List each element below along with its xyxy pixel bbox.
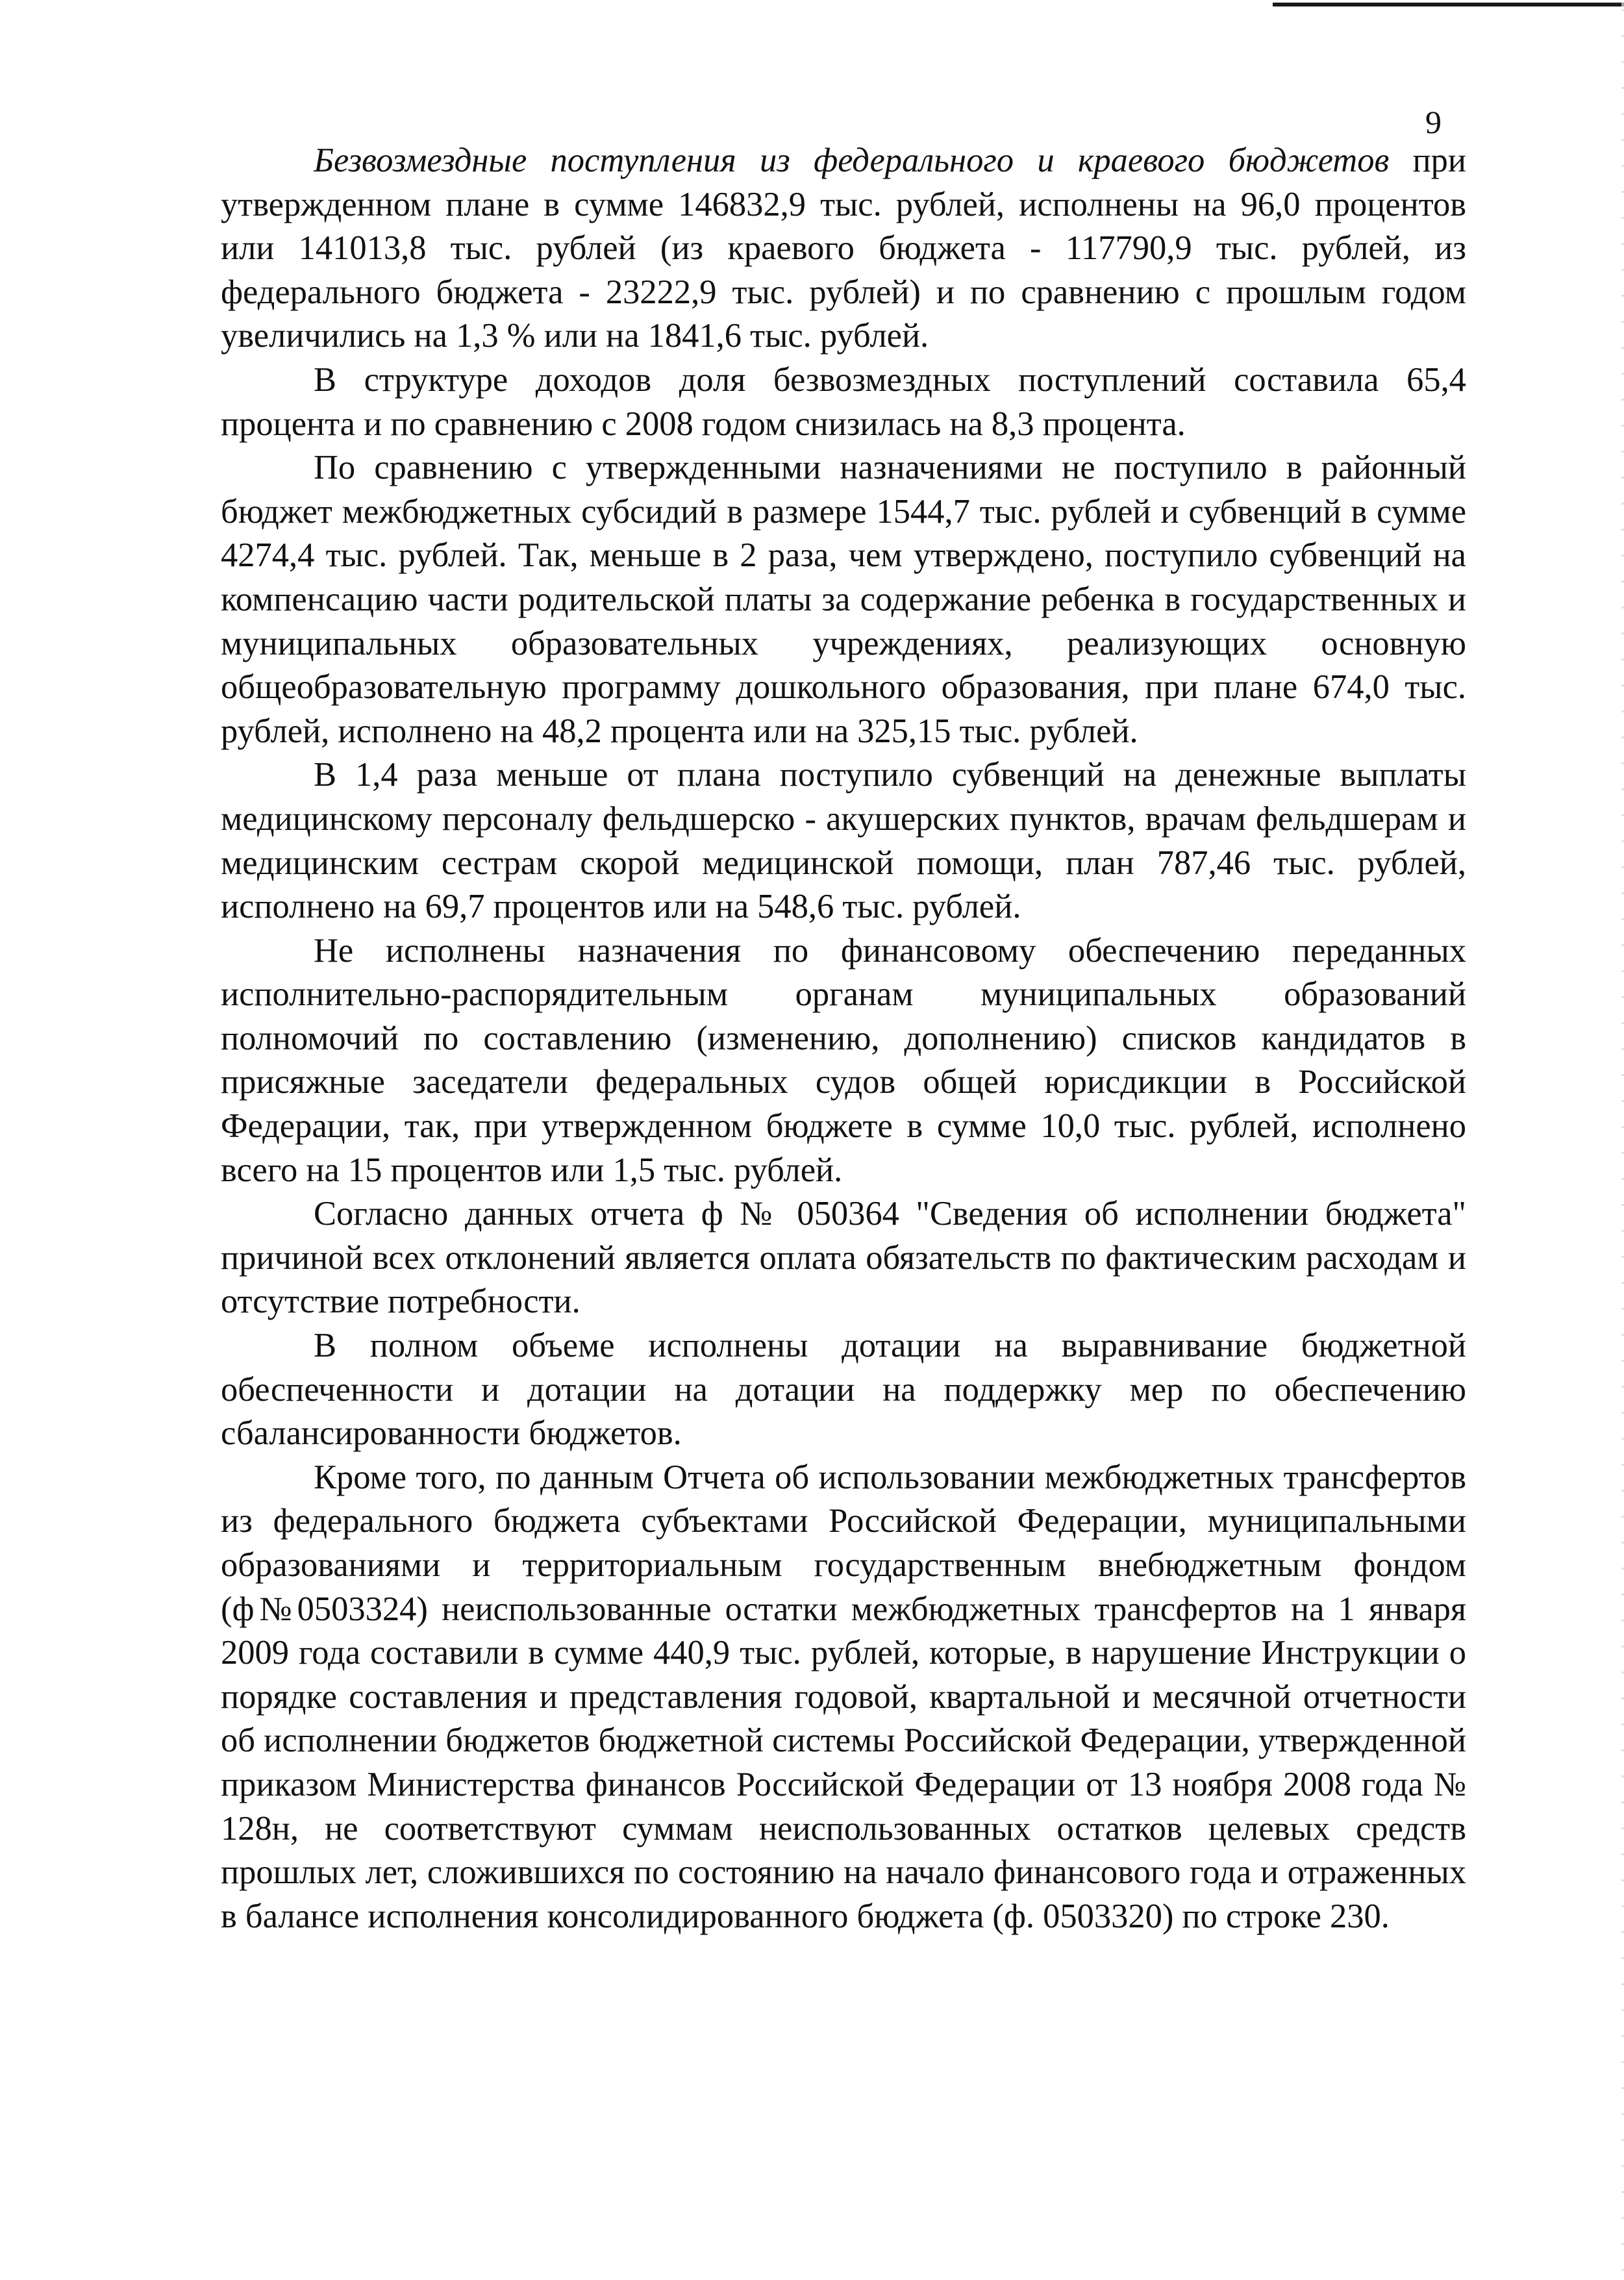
paragraph-transfers-remainders: Кроме того, по данным Отчета об использовании межбюджетных трансфертов из федерального бюджета субъектами Российской Федерации, муниципальными образованиями и территориальным государственным внебюджетным фондом (ф№0503324) неиспользованные остатки межбюджетных трансфертов на 1 января 2009 года составили в сумме 440,9 тыс. рублей, которые, в нарушение Инструкции о порядке составления и представления годовой, квартальной и месячной отчетности об исполнении бюджетов бюджетной системы Российской Федерации, утвержденной приказом Министерства финансов Российской Федерации от 13 ноября 2008 года № 128н, не соответствуют суммам неиспользованных остатков целевых средств прошлых лет, сложившихся по состоянию на начало финансового года и отраженных в балансе исполнения консолидированного бюджета (ф. 0503320) по строке 230. (221, 1458, 1466, 1935)
page-number: 9 (1425, 104, 1442, 140)
paragraph-subsidies-full: В полном объеме исполнены дотации на выравнивание бюджетной обеспеченности и дотации на дотации на поддержку мер по обеспечению сбалансированности бюджетов. (221, 1327, 1466, 1453)
document-body (221, 139, 1466, 1938)
paragraph-lead-italic: Безвозмездные поступления из федерального и краевого бюджетов (314, 142, 1390, 179)
paragraph-jury-lists: Не исполнены назначения по финансовому обеспечению переданных исполнительно-распорядительным органам муниципальных образований полномочий по составлению (изменению, дополнению) списков кандидатов в присяжные заседатели федеральных судов общей юрисдикции в Российской Федерации, так, при утвержденном бюджете в сумме 10,0 тыс. рублей, исполнено всего на 15 процентов или 1,5 тыс. рублей. (221, 931, 1466, 1189)
paragraph-medical-subventions: В 1,4 раза меньше от плана поступило субвенций на денежные выплаты медицинскому персоналу фельдшерско - акушерских пунктов, врачам фельдшерам и медицинским сестрам скорой медицинской помощи, план 787,46 тыс. рублей, исполнено на 69,7 процентов или на 548,6 тыс. рублей. (221, 756, 1466, 926)
paragraph-subsidies-shortfall: По сравнению с утвержденными назначениями не поступило в районный бюджет межбюджетных субсидий в размере 1544,7 тыс. рублей и субвенций в сумме 4274,4 тыс. рублей. Так, меньше в 2 раза, чем утверждено, поступило субвенций на компенсацию части родительской платы за содержание ребенка в государственных и муниципальных образовательных учреждениях, реализующих основную общеобразовательную программу дошкольного образования, при плане 674,0 тыс. рублей, исполнено на 48,2 процента или на 325,15 тыс. рублей. (221, 449, 1466, 750)
paragraph-text: при утвержденном плане в сумме 146832,9 тыс. рублей, исполнены на 96,0 процентов или 141013,8 тыс. рублей (из краевого бюджета - 117790,9 тыс. рублей, из федерального бюджета - 23222,9 тыс. рублей) и по сравнению с прошлым годом увеличились на 1,3 % или на 1841,6 тыс. рублей. (221, 142, 1466, 355)
paragraph-income-structure: В структуре доходов доля безвозмездных поступлений составила 65,4 процента и по сравнению с 2008 годом снизилась на 8,3 процента. (221, 360, 1466, 443)
paragraph-report-reasons: Согласно данных отчета ф № 050364 "Сведения об исполнении бюджета" причиной всех отклонений является оплата обязательств по фактическим расходам и отсутствие потребности. (221, 1195, 1466, 1321)
paragraph-gratuitous-receipts (221, 139, 1466, 358)
scan-right-edge (1621, 0, 1624, 2280)
scan-top-rule (1273, 3, 1624, 6)
